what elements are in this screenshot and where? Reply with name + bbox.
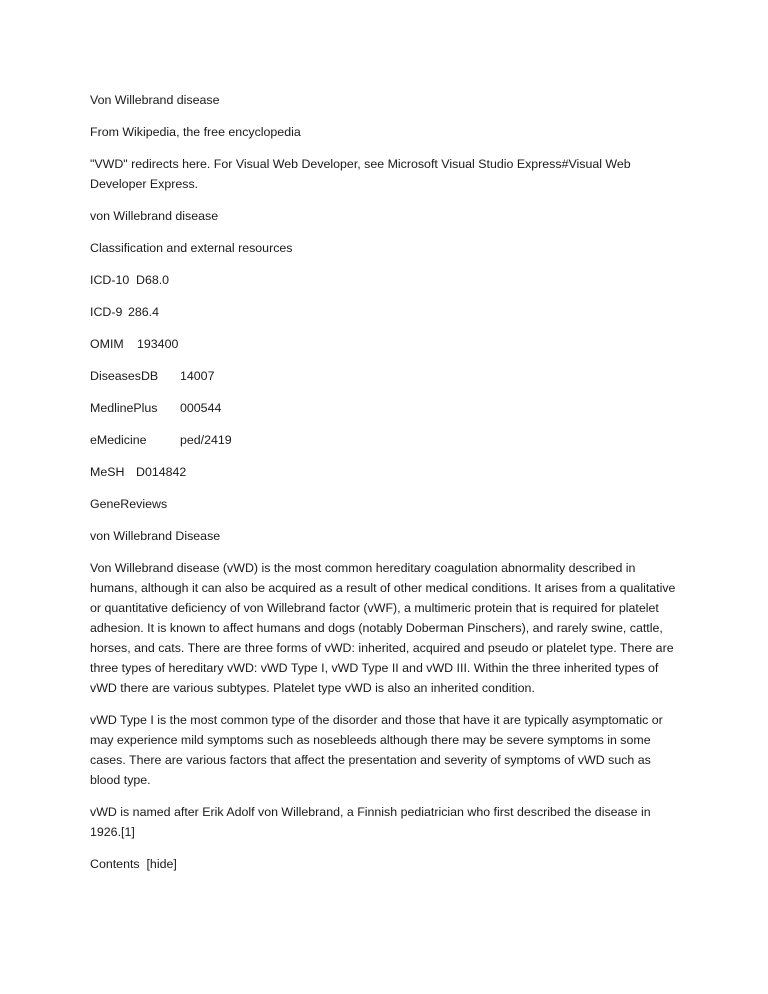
classification-row-diseasesdb (90, 366, 680, 386)
classification-key: MeSH (90, 465, 125, 479)
classification-row-icd9 (90, 302, 680, 322)
classification-value[interactable]: 000544 (180, 401, 222, 415)
contents-label: Contents (90, 857, 140, 871)
body-paragraph: vWD is named after Erik Adolf von Willebrand, a Finnish pediatrician who first described the disease in 1926.[1] (90, 805, 651, 839)
classification-key: MedlinePlus (90, 401, 158, 415)
classification-row-omim (90, 334, 680, 354)
classification-row-mesh (90, 462, 680, 482)
classification-value[interactable]: D014842 (136, 465, 187, 479)
contents-hide-toggle[interactable]: [hide] (146, 857, 177, 871)
classification-key: DiseasesDB (90, 369, 159, 383)
classification-row-emedicine (90, 430, 680, 450)
genereviews-label: GeneReviews (90, 497, 168, 511)
source-line: From Wikipedia, the free encyclopedia (90, 125, 301, 139)
body-paragraph: Von Willebrand disease (vWD) is the most common hereditary coagulation abnormality described in humans, although it can also be acquired as a result of other medical conditions. It arises from a qualitative or quantitative deficiency of von Willebrand factor (vWF), a multimeric protein that is required for platelet adhesion. It is known to affect humans and dogs (notably Doberman Pinschers), and rarely swine, cattle, horses, and cats. There are three forms of vWD: inherited, acquired and pseudo or platelet type. There are three types of hereditary vWD: vWD Type I, vWD Type II and vWD III. Within the three inherited types of vWD there are various subtypes. Platelet type vWD is also an inherited condition. (90, 561, 676, 695)
redirect-note: "VWD" redirects here. For Visual Web Developer, see Microsoft Visual Studio Express#Visual Web Developer Express. (90, 157, 631, 191)
classification-value[interactable]: D68.0 (136, 273, 170, 287)
document-page (90, 90, 680, 886)
classification-value[interactable]: 286.4 (128, 305, 160, 319)
classification-key: eMedicine (90, 433, 147, 447)
body-paragraph: vWD Type I is the most common type of the disorder and those that have it are typically asymptomatic or may experience mild symptoms such as nosebleeds although there may be severe symptoms in some cases. There are various factors that affect the presentation and severity of symptoms of vWD such as blood type. (90, 713, 663, 787)
contents-header (90, 854, 680, 874)
classification-key: OMIM (90, 337, 124, 351)
classification-value[interactable]: 14007 (180, 369, 215, 383)
classification-key: ICD-9 (90, 305, 123, 319)
classification-value[interactable]: ped/2419 (180, 433, 232, 447)
genereviews-link[interactable]: von Willebrand Disease (90, 529, 221, 543)
classification-row-medlineplus (90, 398, 680, 418)
classification-value[interactable]: 193400 (137, 337, 179, 351)
classification-heading: Classification and external resources (90, 241, 293, 255)
page-title: Von Willebrand disease (90, 93, 220, 107)
infobox-title: von Willebrand disease (90, 209, 219, 223)
classification-row-icd10 (90, 270, 680, 290)
classification-key: ICD-10 (90, 273, 130, 287)
